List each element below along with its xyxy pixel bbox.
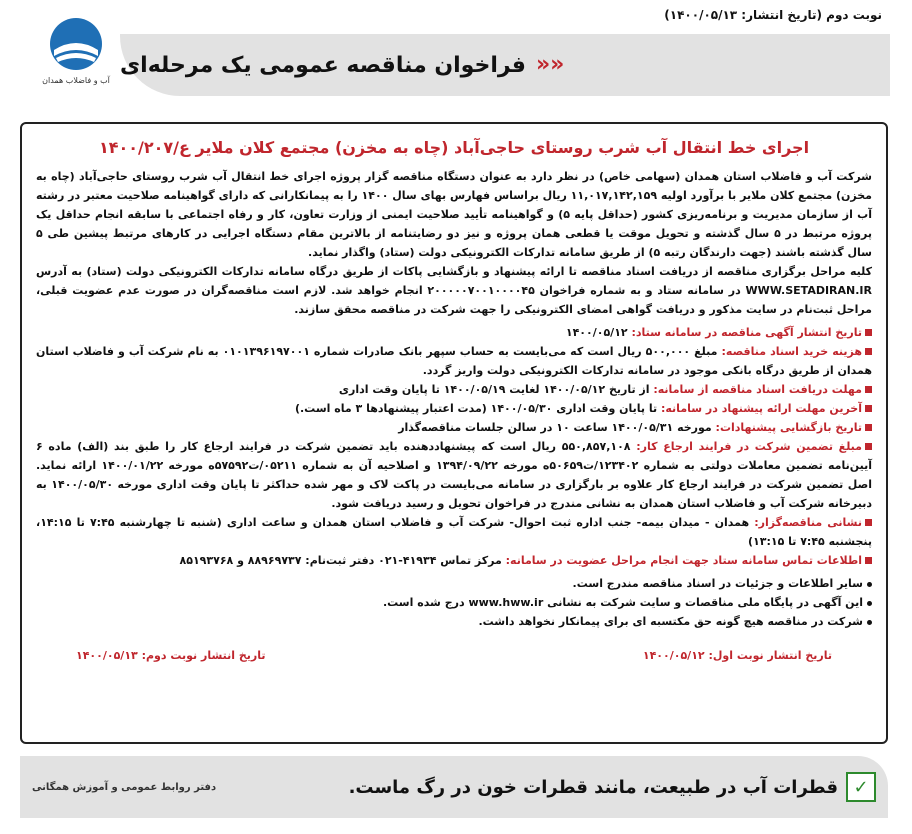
intro-paragraph: شرکت آب و فاضلاب استان همدان (سهامی خاص) در نظر دارد به عنوان دستگاه مناقصه گزار پروژه اجرای خط انتقال آب شرب روستای حاجی‌آباد (چاه به مخزن) مجتمع کلان ملایر با برآورد اولیه ۱۱,۰۱۷,۱۴۲,۱۵۹ ریال براساس فهارس بهای سال ۱۴۰۰ را به پیمانکارانی که دارای گواهینامه صلاحیت معتبر در رشته آب از سازمان مدیریت و برنامه‌ریزی کشور (حداقل پایه ۵) و گواهینامه تأیید صلاحیت ایمنی از وزارت تعاون، کار و رفاه اجتماعی با سابقه انجام حداقل یک پروژه مرتبط در ۵ سال گذشته و تحویل موقت یا قطعی همان پروژه و نیز دو رضایتنامه از بالاترین مقام دستگاه اجرایی در کارهای مرتبط پیشین طی ۵ سال گذشته باشند (جهت دارندگان رتبه ۵) از طریق سامانه تدارکات الکترونیکی دولت (ستاد) واگذار نماید. (36, 170, 872, 259)
tender-details-box (20, 122, 888, 744)
second-publication-date: تاریخ انتشار نوبت دوم: ۱۴۰۰/۰۵/۱۳ (76, 649, 266, 662)
list-item: شرکت در مناقصه هیچ گونه حق مکتسبه ای برای پیمانکار نخواهد داشت. (36, 612, 872, 631)
tender-subject: اجرای خط انتقال آب شرب روستای حاجی‌آباد (چاه به مخزن) مجتمع کلان ملایر ع/۱۴۰۰/۲۰۷ (98, 138, 810, 157)
list-item: هزینه خرید اسناد مناقصه: مبلغ ۵۰۰,۰۰۰ ریال است که می‌بایست به حساب سپهر بانک صادرات شماره ۰۱۰۱۳۹۶۱۹۷۰۰۱ به نام شرکت آب و فاضلاب استان همدان از طریق درگاه بانکی موجود در سامانه تدارکات الکترونیکی دولت واریز گردد. (36, 345, 872, 377)
publication-dates (36, 649, 872, 662)
square-bullet-icon (865, 405, 872, 412)
notes-list (36, 574, 872, 631)
square-bullet-icon (865, 519, 872, 526)
square-bullet-icon (865, 443, 872, 450)
list-item: مبلغ تضمین شرکت در فرایند ارجاع کار: ۵۵۰,۸۵۷,۱۰۸ ریال است که پیشنهاددهنده باید تضمین شرکت در فرایند ارجاع کار را طبق بند (الف) ماده ۶ آیین‌نامه تضمین معاملات دولتی به شماره ۱۲۳۴۰۲/ت۵۰۶۵۹ه مورخه ۱۳۹۴/۰۹/۲۲ و اصلاحیه آن به شماره ۰۵۲۱۱/ت۵۷۵۹۲ه مورخه ۱۴۰۰/۰۱/۲۲ ارائه نماید. اصل تضمین شرکت در فرایند ارجاع کار علاوه بر بارگزاری در سامانه می‌بایست در پاکت لاک و مهر شده حداکثر تا پایان وقت اداری مورخه ۱۴۰۰/۰۵/۳۰ به دبیرخانه شرکت آب و فاضلاب استان همدان به نشانی مندرج در فراخوان تحویل و رسید دریافت شود. (36, 440, 873, 510)
list-item: تاریخ بازگشایی پیشنهادات: مورخه ۱۴۰۰/۰۵/۳۱ ساعت ۱۰ در سالن جلسات مناقصه‌گذار (36, 418, 872, 437)
header-bar (120, 34, 890, 96)
intro-paragraph-2: کلیه مراحل برگزاری مناقصه از دریافت اسناد مناقصه تا ارائه پیشنهاد و بازگشایی پاکات از طریق درگاه سامانه تدارکات الکترونیکی دولت (ستاد) به آدرس WWW.SETADIRAN.IR در سامانه ستاد و به شماره فراخوان ۲۰۰۰۰۰۷۰۰۱۰۰۰۰۴۵ انجام خواهد شد. لازم است مناقصه‌گران در صورت عدم عضویت قبلی، مراحل ثبت‌نام در سایت مذکور و دریافت گواهی امضای الکترونیکی را جهت شرکت در مناقصه محقق سازند. (36, 265, 872, 316)
water-drop-logo-icon (48, 16, 104, 72)
checkmark-icon: ✓ (846, 772, 876, 802)
footer-bar (20, 756, 888, 818)
list-item: تاریخ انتشار آگهی مناقصه در سامانه ستاد: ۱۴۰۰/۰۵/۱۲ (36, 323, 872, 342)
footer-slogan-group (349, 772, 876, 802)
publication-round: نوبت دوم (تاریخ انتشار: ۱۴۰۰/۰۵/۱۳) (664, 8, 882, 22)
square-bullet-icon (865, 386, 872, 393)
list-item: اطلاعات تماس سامانه ستاد جهت انجام مراحل عضویت در سامانه: مرکز تماس ۴۱۹۳۴-۰۲۱ دفتر ثبت‌نام: ۸۸۹۶۹۷۳۷ و ۸۵۱۹۳۷۶۸ (36, 551, 872, 570)
tender-items (36, 323, 872, 570)
chevron-icon: « « (535, 52, 565, 77)
list-item: سایر اطلاعات و جزئیات در اسناد مناقصه مندرج است. (36, 574, 872, 593)
company-logo (36, 16, 116, 96)
square-bullet-icon (865, 424, 872, 431)
square-bullet-icon (865, 329, 872, 336)
list-item: مهلت دریافت اسناد مناقصه از سامانه: از تاریخ ۱۴۰۰/۰۵/۱۲ لغایت ۱۴۰۰/۰۵/۱۹ تا پایان وقت اداری (36, 380, 872, 399)
footer-slogan: قطرات آب در طبیعت، مانند قطرات خون در رگ ماست. (348, 776, 838, 798)
list-item: این آگهی در پایگاه ملی مناقصات و سایت شرکت به نشانی www.hww.ir درج شده است. (36, 593, 872, 612)
public-relations-office: دفتر روابط عمومی و آموزش همگانی (32, 781, 217, 793)
first-publication-date: تاریخ انتشار نوبت اول: ۱۴۰۰/۰۵/۱۲ (642, 649, 832, 662)
list-item: نشانی مناقصه‌گزار: همدان - میدان بیمه- جنب اداره ثبت احوال- شرکت آب و فاضلاب استان همدان و ساعت اداری (شنبه تا چهارشنبه ۷:۴۵ تا ۱۴:۱۵، پنجشنبه ۷:۴۵ تا ۱۳:۱۵) (36, 516, 872, 548)
dot-bullet-icon (867, 582, 872, 587)
dot-bullet-icon (867, 620, 872, 625)
square-bullet-icon (865, 557, 872, 564)
list-item: آخرین مهلت ارائه پیشنهاد در سامانه: تا پایان وقت اداری ۱۴۰۰/۰۵/۳۰ (مدت اعتبار پیشنهادها ۳ ماه است.) (36, 399, 872, 418)
logo-text: آب و فاضلاب همدان (42, 76, 110, 85)
dot-bullet-icon (867, 601, 872, 606)
square-bullet-icon (865, 348, 872, 355)
page-title: فراخوان مناقصه عمومی یک مرحله‌ای (120, 52, 526, 78)
